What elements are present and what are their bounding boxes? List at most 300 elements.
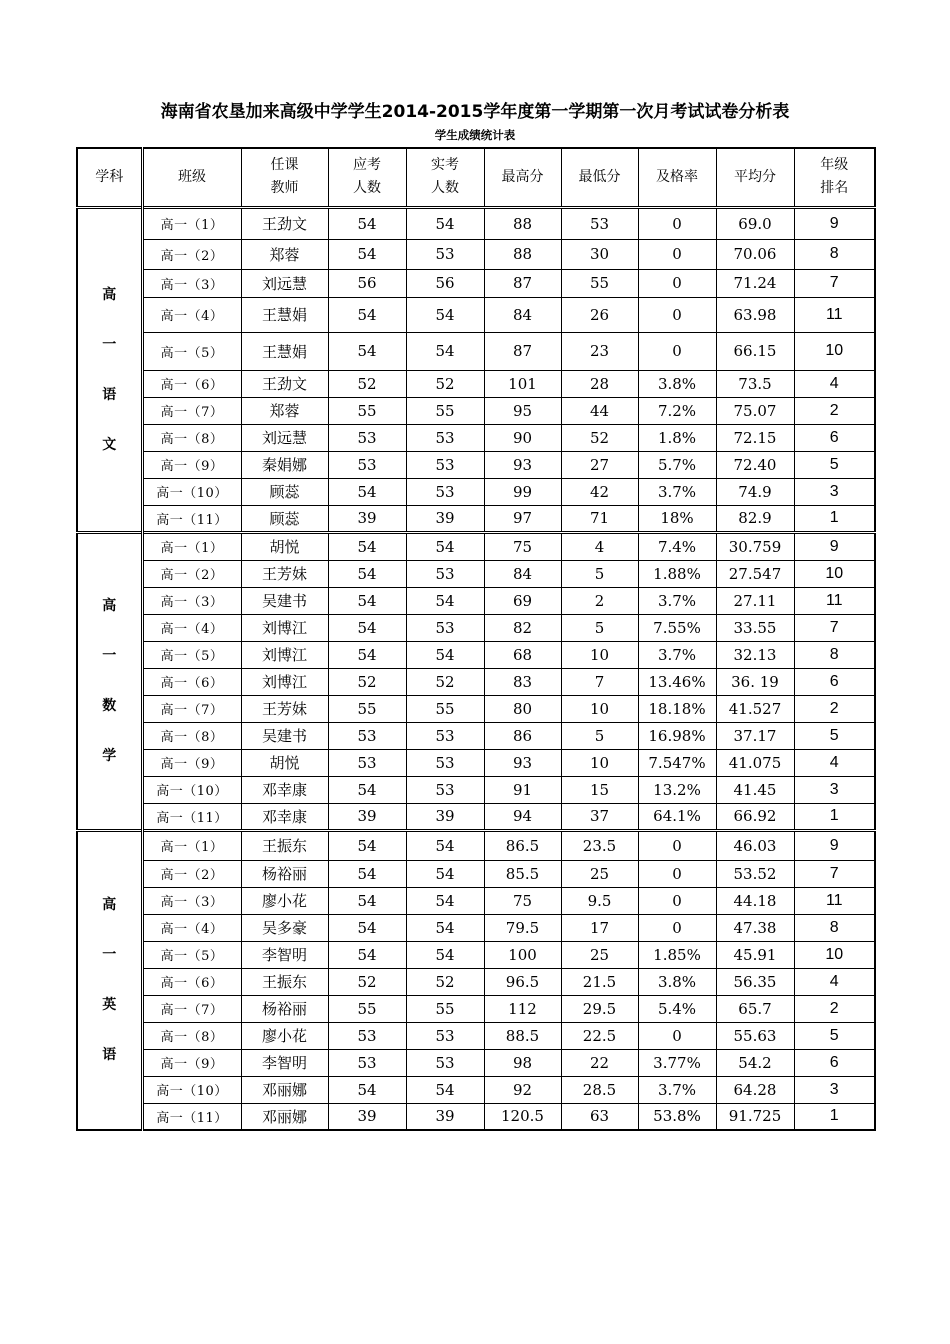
cell-actual: 52 <box>406 370 484 397</box>
cell-min-score: 71 <box>561 505 638 532</box>
cell-average: 71.24 <box>716 269 794 297</box>
cell-min-score: 28.5 <box>561 1076 638 1103</box>
cell-actual: 52 <box>406 968 484 995</box>
cell-teacher: 李智明 <box>241 941 328 968</box>
cell-teacher: 胡悦 <box>241 532 328 560</box>
cell-expected: 54 <box>328 297 406 332</box>
cell-actual: 39 <box>406 505 484 532</box>
cell-teacher: 胡悦 <box>241 749 328 776</box>
cell-pass-rate: 0 <box>638 239 716 269</box>
cell-pass-rate: 7.2% <box>638 397 716 424</box>
cell-average: 27.547 <box>716 560 794 587</box>
cell-pass-rate: 13.2% <box>638 776 716 803</box>
header-average: 平均分 <box>716 148 794 207</box>
cell-rank: 7 <box>794 269 875 297</box>
header-teacher-line2: 教师 <box>270 180 299 197</box>
table-row <box>77 860 875 887</box>
cell-actual: 52 <box>406 668 484 695</box>
cell-teacher: 顾蕊 <box>241 478 328 505</box>
cell-rank: 11 <box>794 587 875 614</box>
cell-average: 70.06 <box>716 239 794 269</box>
cell-max-score: 68 <box>484 641 561 668</box>
subject-char: 英 <box>102 997 117 1014</box>
table-row <box>77 722 875 749</box>
cell-max-score: 87 <box>484 269 561 297</box>
cell-average: 44.18 <box>716 887 794 914</box>
cell-average: 53.52 <box>716 860 794 887</box>
cell-expected: 53 <box>328 722 406 749</box>
cell-actual: 53 <box>406 478 484 505</box>
cell-class: 高一（1） <box>142 532 241 560</box>
cell-rank: 11 <box>794 887 875 914</box>
cell-min-score: 42 <box>561 478 638 505</box>
header-min: 最低分 <box>561 148 638 207</box>
cell-min-score: 25 <box>561 941 638 968</box>
cell-pass-rate: 3.7% <box>638 587 716 614</box>
cell-max-score: 79.5 <box>484 914 561 941</box>
cell-actual: 54 <box>406 1076 484 1103</box>
cell-class: 高一（9） <box>142 451 241 478</box>
cell-min-score: 7 <box>561 668 638 695</box>
cell-pass-rate: 3.77% <box>638 1049 716 1076</box>
cell-min-score: 55 <box>561 269 638 297</box>
cell-average: 72.15 <box>716 424 794 451</box>
cell-expected: 54 <box>328 887 406 914</box>
header-max: 最高分 <box>484 148 561 207</box>
cell-max-score: 85.5 <box>484 860 561 887</box>
cell-teacher: 邓丽娜 <box>241 1076 328 1103</box>
cell-rank: 1 <box>794 505 875 532</box>
cell-class: 高一（2） <box>142 560 241 587</box>
cell-actual: 53 <box>406 560 484 587</box>
cell-class: 高一（11） <box>142 505 241 532</box>
cell-rank: 9 <box>794 532 875 560</box>
cell-pass-rate: 0 <box>638 269 716 297</box>
header-pass-rate: 及格率 <box>638 148 716 207</box>
cell-average: 46.03 <box>716 830 794 860</box>
cell-actual: 39 <box>406 803 484 830</box>
cell-teacher: 王芳妹 <box>241 695 328 722</box>
table-row <box>77 1022 875 1049</box>
table-row <box>77 968 875 995</box>
cell-average: 41.527 <box>716 695 794 722</box>
cell-max-score: 99 <box>484 478 561 505</box>
cell-average: 54.2 <box>716 1049 794 1076</box>
cell-min-score: 22 <box>561 1049 638 1076</box>
cell-rank: 2 <box>794 397 875 424</box>
cell-rank: 5 <box>794 722 875 749</box>
cell-class: 高一（4） <box>142 614 241 641</box>
cell-pass-rate: 0 <box>638 1022 716 1049</box>
cell-max-score: 96.5 <box>484 968 561 995</box>
cell-teacher: 刘远慧 <box>241 424 328 451</box>
cell-rank: 4 <box>794 749 875 776</box>
cell-expected: 54 <box>328 830 406 860</box>
cell-actual: 54 <box>406 860 484 887</box>
cell-average: 69.0 <box>716 207 794 239</box>
cell-class: 高一（11） <box>142 1103 241 1130</box>
cell-expected: 53 <box>328 749 406 776</box>
cell-max-score: 80 <box>484 695 561 722</box>
cell-actual: 54 <box>406 587 484 614</box>
cell-rank: 11 <box>794 297 875 332</box>
cell-rank: 6 <box>794 1049 875 1076</box>
header-actual <box>406 148 484 207</box>
cell-rank: 4 <box>794 370 875 397</box>
cell-teacher: 吴建书 <box>241 722 328 749</box>
cell-max-score: 101 <box>484 370 561 397</box>
cell-pass-rate: 3.8% <box>638 968 716 995</box>
cell-actual: 54 <box>406 641 484 668</box>
cell-max-score: 90 <box>484 424 561 451</box>
cell-min-score: 25 <box>561 860 638 887</box>
cell-min-score: 17 <box>561 914 638 941</box>
table-row <box>77 587 875 614</box>
table-row <box>77 614 875 641</box>
cell-pass-rate: 7.55% <box>638 614 716 641</box>
cell-teacher: 刘远慧 <box>241 269 328 297</box>
cell-class: 高一（5） <box>142 332 241 370</box>
cell-pass-rate: 0 <box>638 914 716 941</box>
cell-max-score: 75 <box>484 887 561 914</box>
subject-label <box>77 830 142 1130</box>
cell-class: 高一（4） <box>142 297 241 332</box>
cell-teacher: 邓幸康 <box>241 803 328 830</box>
cell-class: 高一（9） <box>142 1049 241 1076</box>
table-row <box>77 478 875 505</box>
cell-actual: 54 <box>406 532 484 560</box>
cell-average: 75.07 <box>716 397 794 424</box>
cell-actual: 56 <box>406 269 484 297</box>
cell-average: 30.759 <box>716 532 794 560</box>
cell-teacher: 邓幸康 <box>241 776 328 803</box>
table-row <box>77 332 875 370</box>
cell-teacher: 王芳妹 <box>241 560 328 587</box>
cell-pass-rate: 7.547% <box>638 749 716 776</box>
cell-actual: 54 <box>406 207 484 239</box>
cell-expected: 55 <box>328 397 406 424</box>
cell-expected: 52 <box>328 370 406 397</box>
cell-min-score: 2 <box>561 587 638 614</box>
cell-expected: 52 <box>328 968 406 995</box>
cell-expected: 55 <box>328 695 406 722</box>
cell-pass-rate: 18.18% <box>638 695 716 722</box>
cell-expected: 54 <box>328 860 406 887</box>
cell-pass-rate: 3.7% <box>638 641 716 668</box>
subject-char: 文 <box>102 436 117 453</box>
cell-max-score: 97 <box>484 505 561 532</box>
cell-actual: 55 <box>406 397 484 424</box>
cell-class: 高一（3） <box>142 887 241 914</box>
cell-class: 高一（8） <box>142 424 241 451</box>
cell-expected: 54 <box>328 941 406 968</box>
cell-min-score: 9.5 <box>561 887 638 914</box>
cell-average: 73.5 <box>716 370 794 397</box>
cell-max-score: 91 <box>484 776 561 803</box>
cell-min-score: 10 <box>561 749 638 776</box>
cell-rank: 8 <box>794 641 875 668</box>
cell-rank: 1 <box>794 1103 875 1130</box>
document-subtitle: 学生成绩统计表 <box>434 128 516 142</box>
cell-pass-rate: 1.88% <box>638 560 716 587</box>
table-row <box>77 1076 875 1103</box>
cell-pass-rate: 64.1% <box>638 803 716 830</box>
table-row <box>77 297 875 332</box>
cell-expected: 54 <box>328 332 406 370</box>
cell-actual: 53 <box>406 451 484 478</box>
header-row <box>77 148 875 207</box>
cell-teacher: 王慧娟 <box>241 332 328 370</box>
cell-pass-rate: 3.8% <box>638 370 716 397</box>
cell-max-score: 88.5 <box>484 1022 561 1049</box>
cell-max-score: 112 <box>484 995 561 1022</box>
cell-teacher: 顾蕊 <box>241 505 328 532</box>
cell-rank: 2 <box>794 995 875 1022</box>
cell-actual: 53 <box>406 776 484 803</box>
cell-min-score: 5 <box>561 614 638 641</box>
table-row <box>77 207 875 239</box>
subject-char: 语 <box>102 1047 117 1064</box>
cell-rank: 3 <box>794 1076 875 1103</box>
cell-average: 66.92 <box>716 803 794 830</box>
cell-pass-rate: 1.85% <box>638 941 716 968</box>
cell-class: 高一（9） <box>142 749 241 776</box>
cell-expected: 54 <box>328 239 406 269</box>
subject-label <box>77 532 142 830</box>
cell-average: 41.45 <box>716 776 794 803</box>
header-rank-line1: 年级 <box>820 157 849 174</box>
cell-teacher: 廖小花 <box>241 887 328 914</box>
cell-rank: 6 <box>794 424 875 451</box>
cell-min-score: 52 <box>561 424 638 451</box>
cell-actual: 54 <box>406 830 484 860</box>
cell-pass-rate: 0 <box>638 332 716 370</box>
cell-min-score: 30 <box>561 239 638 269</box>
cell-expected: 54 <box>328 641 406 668</box>
header-teacher-line1: 任课 <box>270 157 299 174</box>
cell-class: 高一（2） <box>142 239 241 269</box>
cell-expected: 52 <box>328 668 406 695</box>
cell-max-score: 95 <box>484 397 561 424</box>
cell-class: 高一（1） <box>142 830 241 860</box>
cell-teacher: 王劲文 <box>241 207 328 239</box>
subject-char: 一 <box>102 648 117 664</box>
table-row <box>77 887 875 914</box>
cell-min-score: 5 <box>561 722 638 749</box>
cell-min-score: 22.5 <box>561 1022 638 1049</box>
cell-expected: 53 <box>328 451 406 478</box>
table-row <box>77 995 875 1022</box>
cell-max-score: 75 <box>484 532 561 560</box>
cell-average: 33.55 <box>716 614 794 641</box>
cell-expected: 39 <box>328 803 406 830</box>
cell-max-score: 120.5 <box>484 1103 561 1130</box>
header-expected <box>328 148 406 207</box>
cell-average: 74.9 <box>716 478 794 505</box>
cell-min-score: 21.5 <box>561 968 638 995</box>
score-table <box>76 147 876 1131</box>
cell-expected: 54 <box>328 914 406 941</box>
cell-min-score: 23 <box>561 332 638 370</box>
cell-teacher: 郑蓉 <box>241 397 328 424</box>
cell-average: 56.35 <box>716 968 794 995</box>
cell-average: 63.98 <box>716 297 794 332</box>
cell-pass-rate: 16.98% <box>638 722 716 749</box>
subject-char: 高 <box>102 286 117 303</box>
cell-average: 47.38 <box>716 914 794 941</box>
cell-average: 66.15 <box>716 332 794 370</box>
header-class: 班级 <box>142 148 241 207</box>
cell-rank: 7 <box>794 614 875 641</box>
cell-class: 高一（10） <box>142 1076 241 1103</box>
cell-min-score: 4 <box>561 532 638 560</box>
cell-class: 高一（10） <box>142 478 241 505</box>
subject-char: 高 <box>102 897 117 914</box>
cell-min-score: 10 <box>561 641 638 668</box>
header-rank-line2: 排名 <box>820 180 849 197</box>
cell-teacher: 邓丽娜 <box>241 1103 328 1130</box>
cell-average: 37.17 <box>716 722 794 749</box>
cell-min-score: 29.5 <box>561 995 638 1022</box>
cell-pass-rate: 0 <box>638 860 716 887</box>
table-row <box>77 668 875 695</box>
cell-class: 高一（6） <box>142 968 241 995</box>
subject-char: 一 <box>102 336 117 353</box>
subject-char: 一 <box>102 947 117 964</box>
header-rank <box>794 148 875 207</box>
cell-rank: 9 <box>794 830 875 860</box>
cell-expected: 54 <box>328 776 406 803</box>
cell-pass-rate: 0 <box>638 830 716 860</box>
cell-actual: 53 <box>406 614 484 641</box>
cell-pass-rate: 0 <box>638 297 716 332</box>
table-row <box>77 749 875 776</box>
cell-expected: 53 <box>328 1022 406 1049</box>
cell-class: 高一（3） <box>142 587 241 614</box>
cell-rank: 10 <box>794 332 875 370</box>
subject-char: 语 <box>102 386 117 403</box>
cell-max-score: 92 <box>484 1076 561 1103</box>
subject-char: 高 <box>102 598 117 614</box>
cell-max-score: 83 <box>484 668 561 695</box>
header-expected-line1: 应考 <box>353 157 381 174</box>
cell-expected: 55 <box>328 995 406 1022</box>
cell-average: 41.075 <box>716 749 794 776</box>
cell-average: 36. 19 <box>716 668 794 695</box>
table-row <box>77 424 875 451</box>
cell-teacher: 杨裕丽 <box>241 860 328 887</box>
cell-max-score: 84 <box>484 297 561 332</box>
cell-average: 45.91 <box>716 941 794 968</box>
header-teacher <box>241 148 328 207</box>
cell-min-score: 63 <box>561 1103 638 1130</box>
cell-max-score: 82 <box>484 614 561 641</box>
cell-pass-rate: 3.7% <box>638 478 716 505</box>
cell-expected: 53 <box>328 1049 406 1076</box>
cell-max-score: 88 <box>484 239 561 269</box>
table-row <box>77 532 875 560</box>
cell-max-score: 86 <box>484 722 561 749</box>
cell-average: 91.725 <box>716 1103 794 1130</box>
cell-pass-rate: 13.46% <box>638 668 716 695</box>
table-row <box>77 803 875 830</box>
cell-max-score: 93 <box>484 749 561 776</box>
cell-average: 27.11 <box>716 587 794 614</box>
cell-expected: 54 <box>328 587 406 614</box>
score-table-container <box>76 147 874 1131</box>
cell-min-score: 15 <box>561 776 638 803</box>
table-row <box>77 560 875 587</box>
cell-teacher: 吴建书 <box>241 587 328 614</box>
cell-rank: 5 <box>794 451 875 478</box>
cell-actual: 54 <box>406 914 484 941</box>
cell-rank: 4 <box>794 968 875 995</box>
cell-max-score: 87 <box>484 332 561 370</box>
cell-pass-rate: 5.7% <box>638 451 716 478</box>
cell-class: 高一（2） <box>142 860 241 887</box>
cell-pass-rate: 0 <box>638 207 716 239</box>
cell-expected: 54 <box>328 532 406 560</box>
header-subject: 学科 <box>77 148 142 207</box>
cell-actual: 53 <box>406 424 484 451</box>
cell-teacher: 王振东 <box>241 830 328 860</box>
cell-rank: 9 <box>794 207 875 239</box>
cell-max-score: 69 <box>484 587 561 614</box>
cell-min-score: 53 <box>561 207 638 239</box>
cell-rank: 7 <box>794 860 875 887</box>
cell-actual: 53 <box>406 1022 484 1049</box>
subject-char: 数 <box>102 698 117 714</box>
cell-pass-rate: 18% <box>638 505 716 532</box>
cell-rank: 3 <box>794 776 875 803</box>
cell-expected: 53 <box>328 424 406 451</box>
cell-class: 高一（7） <box>142 397 241 424</box>
cell-class: 高一（11） <box>142 803 241 830</box>
cell-rank: 10 <box>794 560 875 587</box>
cell-actual: 53 <box>406 722 484 749</box>
cell-min-score: 28 <box>561 370 638 397</box>
cell-teacher: 刘博江 <box>241 614 328 641</box>
cell-max-score: 98 <box>484 1049 561 1076</box>
cell-class: 高一（8） <box>142 722 241 749</box>
cell-class: 高一（5） <box>142 641 241 668</box>
cell-min-score: 23.5 <box>561 830 638 860</box>
cell-pass-rate: 0 <box>638 887 716 914</box>
cell-expected: 39 <box>328 505 406 532</box>
cell-average: 65.7 <box>716 995 794 1022</box>
cell-class: 高一（5） <box>142 941 241 968</box>
cell-rank: 2 <box>794 695 875 722</box>
cell-min-score: 10 <box>561 695 638 722</box>
cell-class: 高一（7） <box>142 995 241 1022</box>
cell-pass-rate: 7.4% <box>638 532 716 560</box>
cell-expected: 54 <box>328 1076 406 1103</box>
cell-expected: 54 <box>328 614 406 641</box>
cell-rank: 8 <box>794 914 875 941</box>
cell-average: 55.63 <box>716 1022 794 1049</box>
cell-max-score: 94 <box>484 803 561 830</box>
cell-rank: 10 <box>794 941 875 968</box>
cell-average: 32.13 <box>716 641 794 668</box>
cell-class: 高一（6） <box>142 668 241 695</box>
cell-class: 高一（1） <box>142 207 241 239</box>
table-row <box>77 505 875 532</box>
cell-expected: 39 <box>328 1103 406 1130</box>
cell-average: 72.40 <box>716 451 794 478</box>
table-row <box>77 695 875 722</box>
table-row <box>77 641 875 668</box>
cell-class: 高一（8） <box>142 1022 241 1049</box>
